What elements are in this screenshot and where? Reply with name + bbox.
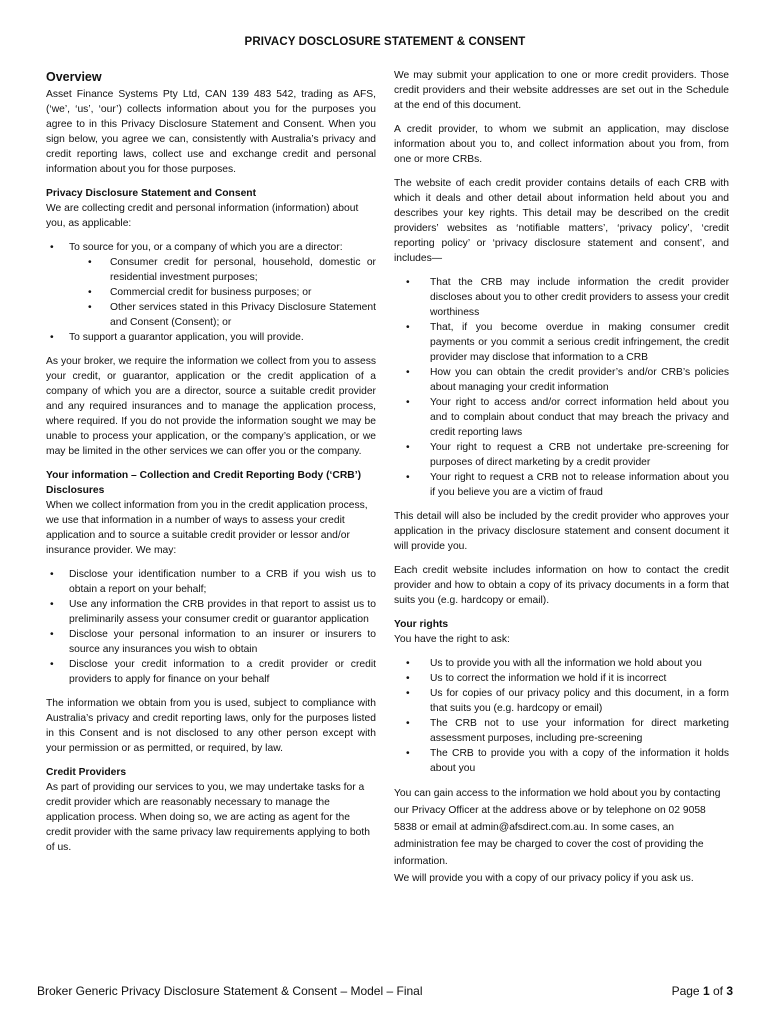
list-item: • Disclose your personal information to an insurer or insurers to source any insurances you wish to obtain xyxy=(46,627,376,657)
page-prefix: Page xyxy=(671,984,703,998)
list-item: • The CRB to provide you with a copy of the information it holds about you xyxy=(394,746,729,776)
privacy-consent-list xyxy=(46,240,376,345)
access-text: You can gain access to the information we hold about you by contacting our Privacy Officer at the address above or by telephone on 02 9058 5838 or email at admin@afsdirect.com.au. In some cases, an administration fee may be charged to cover the cost of providing the information. xyxy=(394,788,721,867)
website-list xyxy=(394,275,729,500)
footer-page-number xyxy=(672,984,733,998)
rights-heading: Your rights xyxy=(394,619,449,630)
cp-disclose-text: A credit provider, to whom we submit an application, may disclose information about you to, and collect information about you from, from one or more CRBs. xyxy=(394,124,729,165)
list-item: • Commercial credit for business purposes; or xyxy=(86,285,376,300)
privacy-consent-intro: We are collecting credit and personal information (information) about you, as applicable: xyxy=(46,203,359,229)
list-item xyxy=(46,240,376,330)
list-item: • Us to provide you with all the information we hold about you xyxy=(394,656,729,671)
list-item: • Us for copies of our privacy policy and this document, in a form that suits you (e.g. hardcopy or email) xyxy=(394,686,729,716)
sub-list xyxy=(86,255,376,330)
contact-text: Each credit website includes information on how to contact the credit provider and how to obtain a copy of its privacy documents in a form that suits you (e.g. hardcopy or email). xyxy=(394,565,729,606)
list-item: • Your right to request a CRB not undertake pre-screening for purposes of direct marketing by a credit provider xyxy=(394,440,729,470)
footer-document-name: Broker Generic Privacy Disclosure Statement & Consent – Model – Final xyxy=(37,984,423,998)
info-heading: Your information – Collection and Credit Reporting Body (‘CRB’) Disclosures xyxy=(46,470,362,496)
right-column xyxy=(394,68,729,887)
list-item: • To support a guarantor application, you will provide. xyxy=(46,330,376,345)
info-list xyxy=(46,567,376,687)
list-item: • Other services stated in this Privacy Disclosure Statement and Consent (Consent); or xyxy=(86,300,376,330)
submit-text: We may submit your application to one or more credit providers. Those credit providers and their website addresses are set out in the Schedule at the end of this document. xyxy=(394,70,729,111)
list-item: • That the CRB may include information the credit provider discloses about you to other credit providers to assess your credit worthiness xyxy=(394,275,729,320)
list-item: • How you can obtain the credit provider’s and/or CRB’s policies about managing your credit information xyxy=(394,365,729,395)
list-item: • Consumer credit for personal, household, domestic or residential investment purposes; xyxy=(86,255,376,285)
info-intro: When we collect information from you in the credit application process, we use that information in a number of ways to assess your credit application and to source a suitable credit provider or lessor and/or insurance provider. We may: xyxy=(46,500,368,556)
page-total: 3 xyxy=(726,984,733,998)
page-current: 1 xyxy=(702,984,710,998)
website-text: The website of each credit provider contains details of each CRB with which it deals and other detail about information held about you and describes your key rights. This detail may be described on the credit providers’ websites as ‘notifiable matters’, ‘privacy policy’, ‘credit reporting policy’ or ‘privacy disclosure statement and consent’, and includes— xyxy=(394,178,729,264)
access-block xyxy=(394,785,729,887)
rights-list xyxy=(394,656,729,776)
list-item: • That, if you become overdue in making consumer credit payments or you commit a serious credit infringement, the credit provider may disclose that information to a CRB xyxy=(394,320,729,365)
list-item: • Your right to request a CRB not to release information about you if you believe you are a victim of fraud xyxy=(394,470,729,500)
detail-text: This detail will also be included by the credit provider who approves your application in the privacy disclosure statement and consent document it will provide you. xyxy=(394,511,729,552)
use-text: The information we obtain from you is used, subject to compliance with Australia’s privacy and credit reporting laws, only for the purposes listed in this Consent and is not disclosed to any other person except with your permission or as permitted, or required, by law. xyxy=(46,698,376,754)
overview-text: Asset Finance Systems Pty Ltd, CAN 139 483 542, trading as AFS, (‘we’, ‘us’, ‘our’) collects information about you for the purposes you agree to in this Privacy Disclosure Statement and Consent. When you sign below, you agree we can, consistently with Australia’s privacy and credit reporting laws, collect use and exchange credit and personal information about you for those purposes. xyxy=(46,89,376,175)
list-item: • Your right to access and/or correct information held about you and to complain about conduct that may breach the privacy and credit reporting laws xyxy=(394,395,729,440)
credit-providers-heading: Credit Providers xyxy=(46,767,127,778)
list-item: • Disclose your credit information to a credit provider or credit providers to apply for finance on your behalf xyxy=(46,657,376,687)
page-title: PRIVACY DOSCLOSURE STATEMENT & CONSENT xyxy=(244,36,526,48)
privacy-consent-heading: Privacy Disclosure Statement and Consent xyxy=(46,188,257,199)
list-item: • Us to correct the information we hold if it is incorrect xyxy=(394,671,729,686)
left-column xyxy=(46,68,376,855)
list-item: • The CRB not to use your information for direct marketing assessment purposes, including pre-screening xyxy=(394,716,729,746)
credit-providers-text: As part of providing our services to you, we may undertake tasks for a credit provider which are reasonably necessary to manage the application process. When doing so, we are acting as agent for the credit provider with the same privacy law requirements applying to both of us. xyxy=(46,782,370,853)
broker-text: As your broker, we require the information we collect from you to assess your credit, or guarantor, application or the credit application of a company of which you are a director, source a suitable credit provider and any required insurances and to manage the application process, where required. If you do not provide the information sought we may be unable to process your application, or the company’s application, or we may be limited in the other services we can offer you or the company. xyxy=(46,356,376,457)
overview-heading: Overview xyxy=(46,70,102,84)
list-item: • Use any information the CRB provides in that report to assist us to preliminarily assess your consumer credit or guarantor application xyxy=(46,597,376,627)
list-item-text: To source for you, or a company of which you are a director: xyxy=(69,242,343,253)
copy-text: We will provide you with a copy of our privacy policy if you ask us. xyxy=(394,873,694,884)
page-of: of xyxy=(709,984,727,998)
rights-intro: You have the right to ask: xyxy=(394,634,510,645)
list-item: • Disclose your identification number to a CRB if you wish us to obtain a report on your behalf; xyxy=(46,567,376,597)
